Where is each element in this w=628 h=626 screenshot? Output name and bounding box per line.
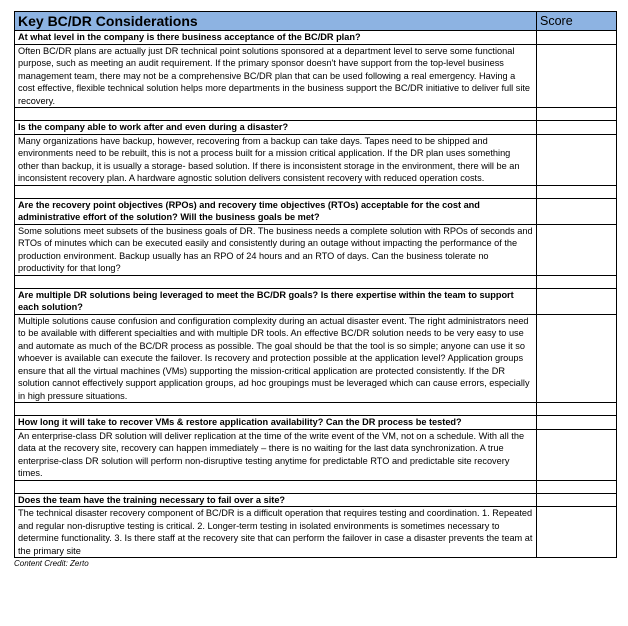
answer-row [15,314,617,403]
question-row [15,288,617,314]
considerations-document [14,11,616,568]
answer-text: Some solutions meet subsets of the business goals of DR. The business needs a complete solution with RPOs of seconds and RTOs of minutes which can be executed easily and consistently during an outage without impacting the performance of the production environment. Backup usually has an RPO of 24 hours and an RTO of days. Can the business tolerate no productivity for that long? [15,224,537,275]
question-text: Is the company able to work after and even during a disaster? [15,121,537,135]
question-text: Are the recovery point objectives (RPOs) and recovery time objectives (RTOs) acceptable for the cost and administrative effort of the solution? Will the business goals be met? [15,198,537,224]
question-text: At what level in the company is there business acceptance of the BC/DR plan? [15,31,537,45]
spacer-row [15,275,617,288]
score-cell [537,44,617,108]
answer-text: The technical disaster recovery component of BC/DR is a difficult operation that requires testing and coordination. 1. Repeated and regular non-disruptive testing is critical. 2. Longer-term testing in isolated environments is sometimes necessary to determine functionality. 3. Is there staff at the recovery site that can perform the failover in case a disaster prevents the team at the primary site [15,507,537,558]
score-cell [537,224,617,275]
score-cell [537,429,617,480]
question-text: Are multiple DR solutions being leveraged to meet the BC/DR goals? Is there expertise within the team to support each solution? [15,288,537,314]
question-row [15,31,617,45]
answer-row [15,134,617,185]
question-text: How long it will take to recover VMs & restore application availability? Can the DR process be tested? [15,416,537,430]
score-cell [537,493,617,507]
question-row [15,416,617,430]
spacer-row [15,403,617,416]
question-row [15,121,617,135]
table-title: Key BC/DR Considerations [15,12,537,31]
answer-row [15,507,617,558]
answer-text: Many organizations have backup, however, recovering from a backup can take days. Tapes need to be shipped and environments need to be rebuilt, this is not a process built for a mission critical application. If the DR plan uses something other than backup, it is usually a storage- based solution. If there is inconsistent storage in the environment, there will be an inconsistent recovery plan. A hardware agnostic solution delivers consistent recovery with reduced operation costs. [15,134,537,185]
answer-row [15,429,617,480]
answer-row [15,44,617,108]
spacer-row [15,108,617,121]
table-header-row [15,12,617,31]
score-cell [537,416,617,430]
answer-text: An enterprise-class DR solution will deliver replication at the time of the write event of the VM, not on a schedule. With all the data at the recovery site, recovery can happen immediately – there is no waiting for the last data synchronization. A true enterprise-class DR solution will perform non-disruptive testing anytime for predictable RTO and predictable site recovery times. [15,429,537,480]
score-cell [537,507,617,558]
content-credit: Content Credit: Zerto [14,559,89,568]
spacer-row [15,480,617,493]
score-cell [537,314,617,403]
score-cell [537,134,617,185]
question-row [15,493,617,507]
score-column-header: Score [537,12,617,31]
question-row [15,198,617,224]
score-cell [537,31,617,45]
score-cell [537,121,617,135]
score-cell [537,198,617,224]
score-cell [537,288,617,314]
question-text: Does the team have the training necessary to fail over a site? [15,493,537,507]
answer-text: Often BC/DR plans are actually just DR technical point solutions sponsored at a department level to serve some functional purpose, such as meeting an audit requirement. If the primary sponsor doesn't have support from the top-level business management team, there may not be a comprehensive BC/DR plan that can be used following a real emergency. Having a cost effective, flexible technical solution helps more departments in the business support the BC/DR initiative to deliver full site recovery. [15,44,537,108]
considerations-table [14,11,617,558]
answer-row [15,224,617,275]
spacer-row [15,185,617,198]
answer-text: Multiple solutions cause confusion and configuration complexity during an actual disaster event. The right administrators need to be available with different specialties and with multiple DR tools. An effective BC/DR solution needs to be very easy to use and automate as much of the BC/DR process as possible. The goal should be that the tool is so simple; anyone can use it so whoever is available can execute the failover. Is recovery and protection possible at the application level? Application groups ensure that all the virtual machines (VMs) supporting the mission-critical application are protected consistently. If the DR solution cannot effectively support application groups, ad hoc groupings must be leveraged which can cause errors, especially in high pressure situations. [15,314,537,403]
